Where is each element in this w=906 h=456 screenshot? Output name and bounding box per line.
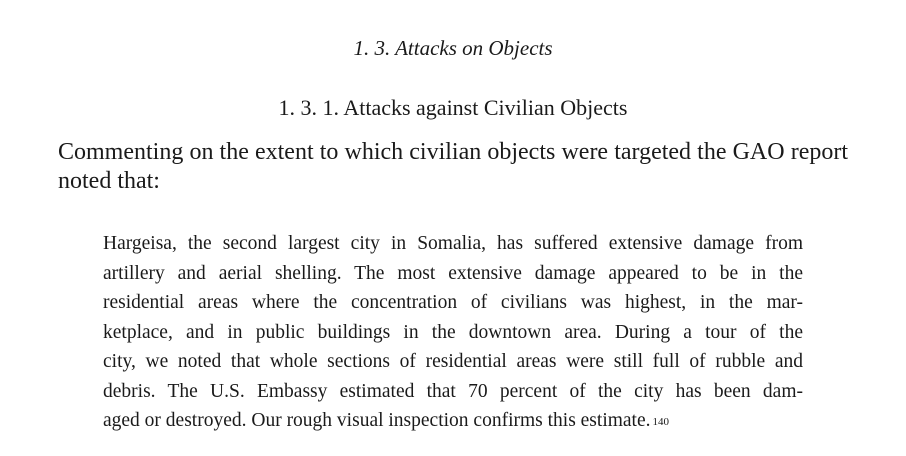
subsection-heading: 1. 3. 1. Attacks against Civilian Objects [278,95,628,120]
block-quote [103,229,803,436]
quote-line: ketplace, and in public buildings in the downtown area. During a tour of the [103,321,803,343]
quote-line: Hargeisa, the second largest city in Somalia, has suffered extensive damage from [103,233,803,254]
quote-line: city, we noted that whole sections of residential areas were still full of rubble and [103,351,803,372]
quote-last-line [103,406,803,436]
quote-line: artillery and aerial shelling. The most extensive damage appeared to be in the [103,262,803,284]
footnote-marker[interactable]: 140 [652,416,670,428]
quote-line: aged or destroyed. Our rough visual inspection confirms this estimate. [103,410,651,431]
intro-paragraph: Commenting on the extent to which civilian objects were targeted the GAO report noted that: [58,139,848,194]
quote-line: debris. The U.S. Embassy estimated that 70 percent of the city has been dam- [103,380,803,402]
quote-line: residential areas where the concentration of civilians was highest, in the mar- [103,292,803,313]
section-heading: 1. 3. Attacks on Objects [353,36,553,60]
